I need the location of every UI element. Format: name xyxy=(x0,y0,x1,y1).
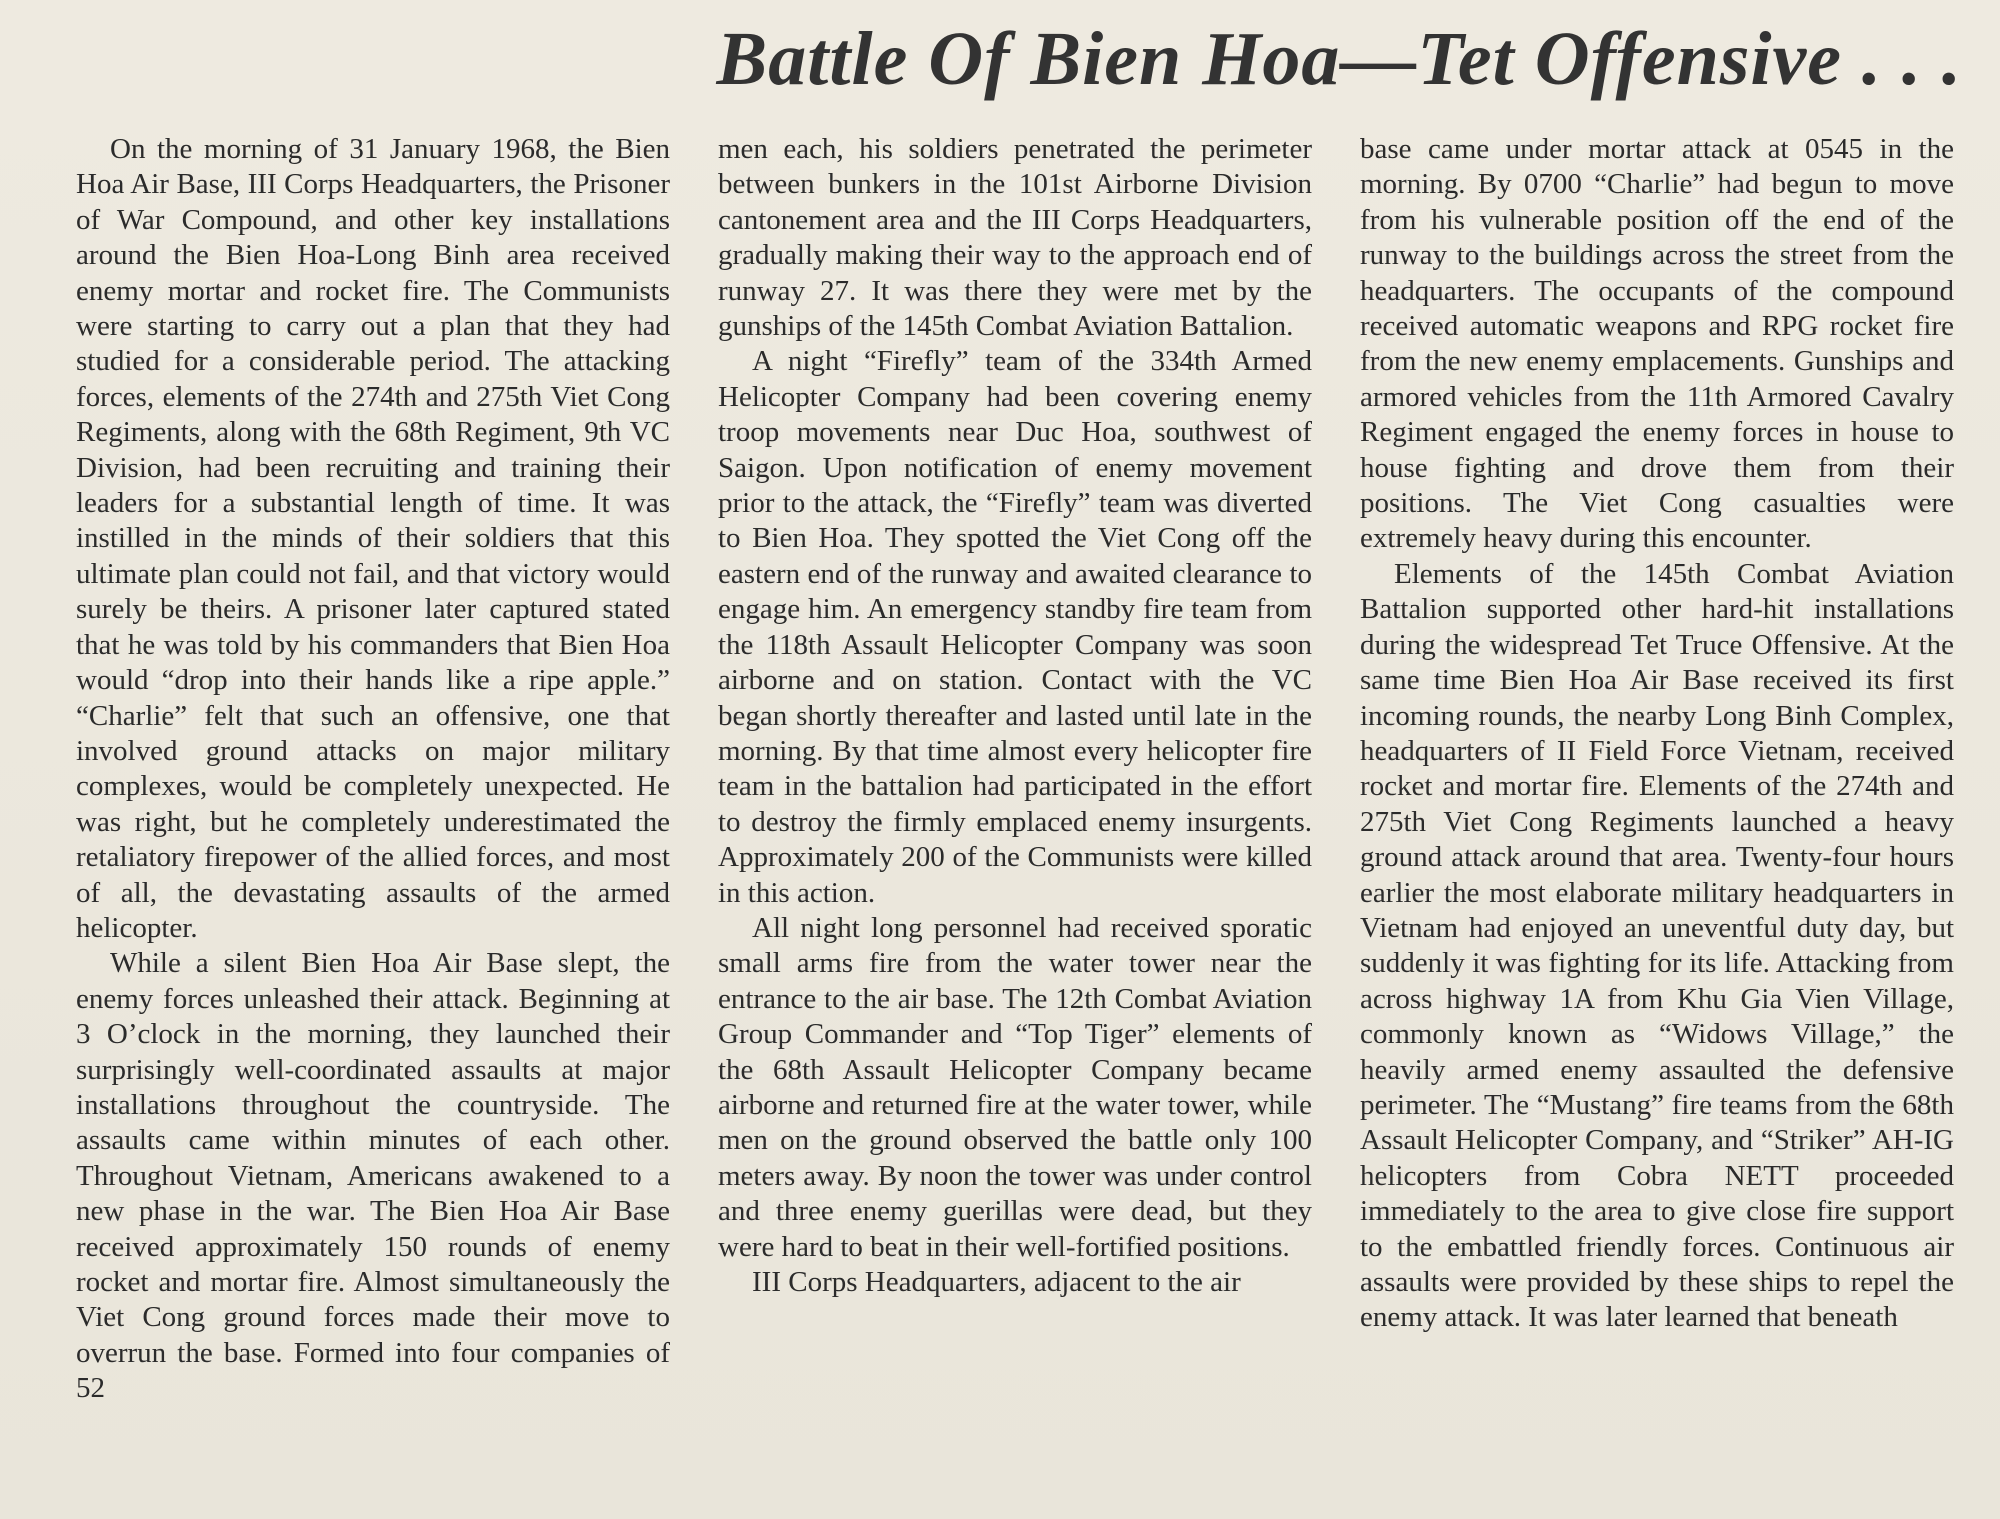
paragraph: While a silent Bien Hoa Air Base slept, the enemy forces unleashed their attack. Beginning at 3 O’clock in the morning, they launched their surprisingly well-coordinated assaults at major installations throughout the countryside. The assaults came within minutes of each other. Throughout Vietnam, Americans awakened to a new phase in the war. The Bien Hoa Air Base received approximately 150 rounds of enemy rocket and mortar fire. Almost simultaneously the Viet Cong ground forces made their move to overrun the base. Formed into four companies of 52 xyxy=(76,947,670,1405)
paragraph: Elements of the 145th Combat Aviation Battalion supported other hard-hit installations during the widespread Tet Truce Offensive. At the same time Bien Hoa Air Base received its first incoming rounds, the nearby Long Binh Complex, headquarters of II Field Force Vietnam, received rocket and mortar fire. Elements of the 274th and 275th Viet Cong Regiments launched a heavy ground attack around that area. Twenty-four hours earlier the most elaborate military headquarters in Vietnam had enjoyed an uneventful duty day, but suddenly it was fighting for its life. Attacking from across highway 1A from Khu Gia Vien Village, commonly known as “Widows Village,” the heavily armed enemy assaulted the defensive perimeter. The “Mustang” fire teams from the 68th Assault Helicopter Company, and “Striker” AH-IG helicopters from Cobra NETT proceeded immediately to the area to give close fire support to the embattled friendly forces. Continuous air assaults were provided by these ships to repel the enemy attack. It was later learned that beneath xyxy=(1360,557,1954,1334)
paragraph: All night long personnel had received sporatic small arms fire from the water tower near the entrance to the air base. The 12th Combat Aviation Group Commander and “Top Tiger” elements of the 68th Assault Helicopter Company became airborne and returned fire at the water tower, while men on the ground observed the battle only 100 meters away. By noon the tower was under control and three enemy guerillas were dead, but they were hard to beat in their well-fortified positions. xyxy=(718,911,1312,1263)
column-2 xyxy=(718,132,1312,1502)
paragraph: base came under mortar attack at 0545 in the morning. By 0700 “Charlie” had begun to move from his vulnerable position off the end of the runway to the buildings across the street from the headquarters. The occupants of the compound received automatic weapons and RPG rocket fire from the new enemy emplacements. Gunships and armored vehicles from the 11th Armored Cavalry Regiment engaged the enemy forces in house to house fighting and drove them from their positions. The Viet Cong casualties were extremely heavy during this encounter. xyxy=(1360,133,1954,555)
paragraph: A night “Firefly” team of the 334th Armed Helicopter Company had been covering enemy troop movements near Duc Hoa, southwest of Saigon. Upon notification of enemy movement prior to the attack, the “Firefly” team was diverted to Bien Hoa. They spotted the Viet Cong off the eastern end of the runway and awaited clearance to engage him. An emergency standby fire team from the 118th Assault Helicopter Company was soon airborne and on station. Contact with the VC began shortly thereafter and lasted until late in the morning. By that time almost every helicopter fire team in the battalion had participated in the effort to destroy the firmly emplaced enemy insurgents. Approximately 200 of the Communists were killed in this action. xyxy=(718,345,1312,909)
paragraph: On the morning of 31 January 1968, the Bien Hoa Air Base, III Corps Headquarters, the Prisoner of War Compound, and other key installations around the Bien Hoa-Long Binh area received enemy mortar and rocket fire. The Communists were starting to carry out a plan that they had studied for a considerable period. The attacking forces, elements of the 274th and 275th Viet Cong Regiments, along with the 68th Regiment, 9th VC Division, had been recruiting and training their leaders for a substantial length of time. It was instilled in the minds of their soldiers that this ultimate plan could not fail, and that victory would surely be theirs. A prisoner later captured stated that he was told by his commanders that Bien Hoa would “drop into their hands like a ripe apple.” “Charlie” felt that such an offensive, one that involved ground attacks on major military complexes, would be completely unexpected. He was right, but he completely underestimated the retaliatory firepower of the allied forces, and most of all, the devastating assaults of the armed helicopter. xyxy=(76,133,670,944)
column-1 xyxy=(76,132,670,1502)
paragraph: men each, his soldiers penetrated the perimeter between bunkers in the 101st Airborne Division cantonement area and the III Corps Headquarters, gradually making their way to the approach end of runway 27. It was there they were met by the gunships of the 145th Combat Aviation Battalion. xyxy=(718,133,1312,343)
page-title: Battle Of Bien Hoa—Tet Offensive . . . xyxy=(716,17,1962,101)
column-3 xyxy=(1360,132,1954,1502)
paragraph: III Corps Headquarters, adjacent to the air xyxy=(752,1266,1241,1298)
article-body xyxy=(76,132,1954,1502)
